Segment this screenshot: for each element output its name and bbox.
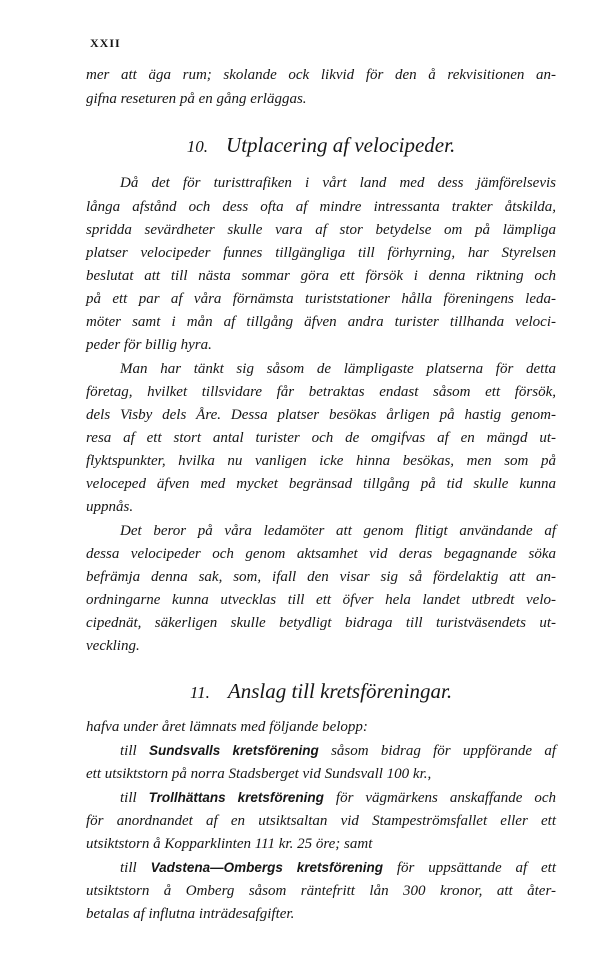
text-line: utsiktstorn å Kopparklinten 111 kr. 25 öre; samt [86, 836, 373, 852]
text-line: beslutat att till nästa sommar göra ett försök i denna riktning och [86, 268, 556, 284]
text-line: platser velocipeder funnes tillgängliga till förhyrning, har Styrelsen [86, 245, 556, 261]
text-line: dessa velocipeder och genom aktsamhet vid deras begagnande söka [86, 546, 556, 562]
section-10-number: 10. [186, 137, 209, 156]
text-line: långa afstånd och dess ofta af mindre intressanta trakter åtskilda, [86, 199, 556, 215]
text-line: hafva under året lämnats med följande belopp: [86, 719, 368, 735]
text-line: för anordnandet af en utsiktsaltan vid Stampeströmsfallet eller ett [86, 813, 556, 829]
text-line: peder för billig hyra. [86, 337, 212, 353]
page-number: XXII [90, 36, 121, 50]
grant-line [120, 740, 556, 762]
section-10-heading [86, 131, 556, 161]
grant-line [120, 857, 556, 879]
text-line: gifna reseturen på en gång erläggas. [86, 91, 307, 107]
text-line: Man har tänkt sig såsom de lämpligaste platserna för detta [120, 361, 556, 377]
text-line: betalas af influtna inträdesafgifter. [86, 906, 295, 922]
text-line: dels Visby dels Åre. Dessa platser besökas årligen på hastig genom- [86, 407, 556, 423]
text-line: ordningarne kunna utvecklas till ett öfver hela landet utbredt velo- [86, 592, 556, 608]
text-fragment: för vägmärkens anskaffande och [335, 790, 556, 806]
text-line: Det beror på våra ledamöter att genom flitigt användande af [120, 523, 556, 539]
text-fragment: för uppsättande af ett [396, 860, 557, 876]
text-fragment: till [120, 790, 137, 806]
text-line: utsiktstorn å Omberg såsom räntefritt lån 300 kronor, att åter- [86, 883, 556, 899]
association-name: Vadstena—Ombergs kretsförening [150, 860, 383, 875]
grant-line [120, 787, 556, 809]
text-line: veckling. [86, 638, 140, 654]
text-fragment: till [120, 860, 137, 876]
section-11-heading [86, 677, 556, 707]
text-fragment: till [120, 743, 137, 759]
text-line: befrämja denna sak, som, ifall den visar sig så fördelaktig att an- [86, 569, 556, 585]
text-line: resa af ett stort antal turister och de omgifvas af en mängd ut- [86, 430, 556, 446]
text-fragment: såsom bidrag för uppförande af [331, 743, 557, 759]
association-name: Trollhättans kretsförening [148, 790, 324, 805]
text-line: uppnås. [86, 499, 134, 515]
text-line: spridda sevärdheter skulle vara af stor betydelse om på lämpliga [86, 222, 556, 238]
section-11-number: 11. [189, 683, 210, 702]
section-10-title: Utplacering af velocipeder. [226, 133, 456, 157]
association-name: Sundsvalls kretsförening [148, 743, 319, 758]
text-line: ett utsiktstorn på norra Stadsberget vid Sundsvall 100 kr., [86, 766, 432, 782]
text-line: mer att äga rum; skolande ock likvid för den å rekvisitionen an- [86, 67, 556, 83]
text-line: på ett par af våra förnämsta turiststationer hålla föreningens leda- [86, 291, 556, 307]
text-line: veloceped äfven med mycket begränsad tillgång på tid skulle kunna [86, 476, 556, 492]
text-line: flyktspunkter, hvilka nu vanligen icke hinna besökas, men som på [86, 453, 556, 469]
section-11-title: Anslag till kretsföreningar. [227, 679, 453, 703]
text-line: möter samt i mån af tillgång äfven andra turister tillhanda veloci- [86, 314, 556, 330]
text-line: företag, hvilket tillsvidare får betraktas endast såsom ett försök, [86, 384, 556, 400]
text-line: cipednät, säkerligen skulle betydligt bidraga till turistväsendets ut- [86, 615, 556, 631]
text-line: Då det för turisttrafiken i vårt land med dess jämförelsevis [120, 175, 556, 191]
